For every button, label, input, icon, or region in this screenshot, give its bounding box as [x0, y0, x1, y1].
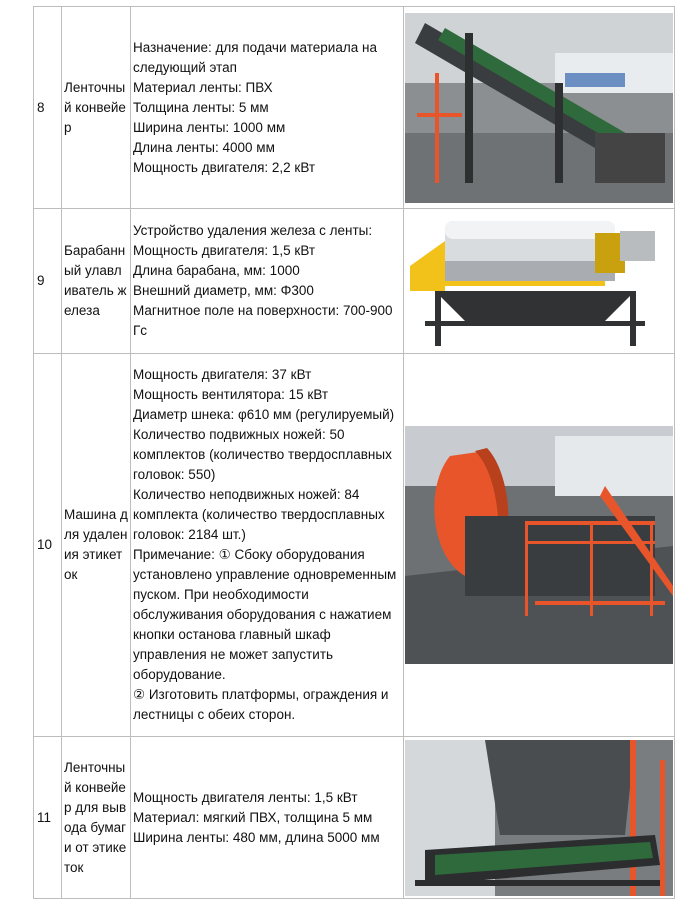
spec-line: Внешний диаметр, мм: Φ300 [133, 283, 314, 298]
label-remover-photo [405, 426, 673, 664]
row-number: 10 [34, 354, 62, 737]
spec-line: Мощность двигателя ленты: 1,5 кВт [133, 789, 358, 805]
spec-line: Мощность двигателя: 1,5 кВт [133, 243, 316, 258]
table-row [34, 7, 675, 209]
photo-cell [404, 354, 675, 737]
table-row [34, 354, 675, 737]
photo-cell [404, 7, 675, 209]
spec-line: Мощность двигателя: 37 кВт [133, 367, 312, 382]
photo-cell [404, 209, 675, 354]
spec-line: Материал ленты: ПВХ [133, 79, 273, 95]
row-number: 8 [34, 7, 62, 209]
spec-line: Длина ленты: 4000 мм [133, 139, 275, 155]
table-row [34, 209, 675, 354]
spec-line: Ширина ленты: 480 мм, длина 5000 мм [133, 829, 380, 845]
equipment-specs [131, 737, 404, 899]
spec-line: Назначение: для подачи материала на следующий этап [133, 39, 377, 75]
equipment-specs [131, 354, 404, 737]
spec-line: Количество подвижных ножей: 50 комплектов (количество твердосплавных головок: 550) [133, 427, 392, 482]
belt-conveyor-photo [405, 13, 673, 203]
spec-line: Количество неподвижных ножей: 84 комплекта (количество твердосплавных головок: 2184 шт.) [133, 487, 385, 542]
equipment-name: Машина для удаления этикеток [62, 354, 131, 737]
spec-line: Диаметр шнека: φ610 мм (регулируемый) [133, 407, 395, 422]
paper-conveyor-photo [405, 740, 673, 896]
spec-line: Мощность двигателя: 2,2 кВт [133, 159, 316, 175]
spec-line: Примечание: ① Сбоку оборудования установлено управление одновременным пуском. При необходимости обслуживания оборудования с нажатием кнопки останова главный шкаф управления не может запустить оборудование. [133, 547, 397, 682]
spec-line: Мощность вентилятора: 15 кВт [133, 387, 329, 402]
row-number: 9 [34, 209, 62, 354]
table-row [34, 737, 675, 899]
spec-line: Толщина ленты: 5 мм [133, 99, 269, 115]
spec-line: Ширина ленты: 1000 мм [133, 119, 286, 135]
spec-line: Магнитное поле на поверхности: 700-900 Гс [133, 303, 393, 338]
drum-magnet-photo [405, 211, 673, 351]
equipment-name: Барабанный улавливатель железа [62, 209, 131, 354]
equipment-specs [131, 7, 404, 209]
row-number: 11 [34, 737, 62, 899]
equipment-specs [131, 209, 404, 354]
equipment-table [33, 6, 675, 899]
spec-line: ② Изготовить платформы, ограждения и лестницы с обеих сторон. [133, 687, 389, 722]
spec-line: Длина барабана, мм: 1000 [133, 263, 300, 278]
photo-cell [404, 737, 675, 899]
equipment-name: Ленточный конвейер для вывода бумаги от этикеток [62, 737, 131, 899]
spec-line: Устройство удаления железа с ленты: [133, 223, 373, 238]
spec-line: Материал: мягкий ПВХ, толщина 5 мм [133, 809, 373, 825]
equipment-name: Ленточный конвейер [62, 7, 131, 209]
